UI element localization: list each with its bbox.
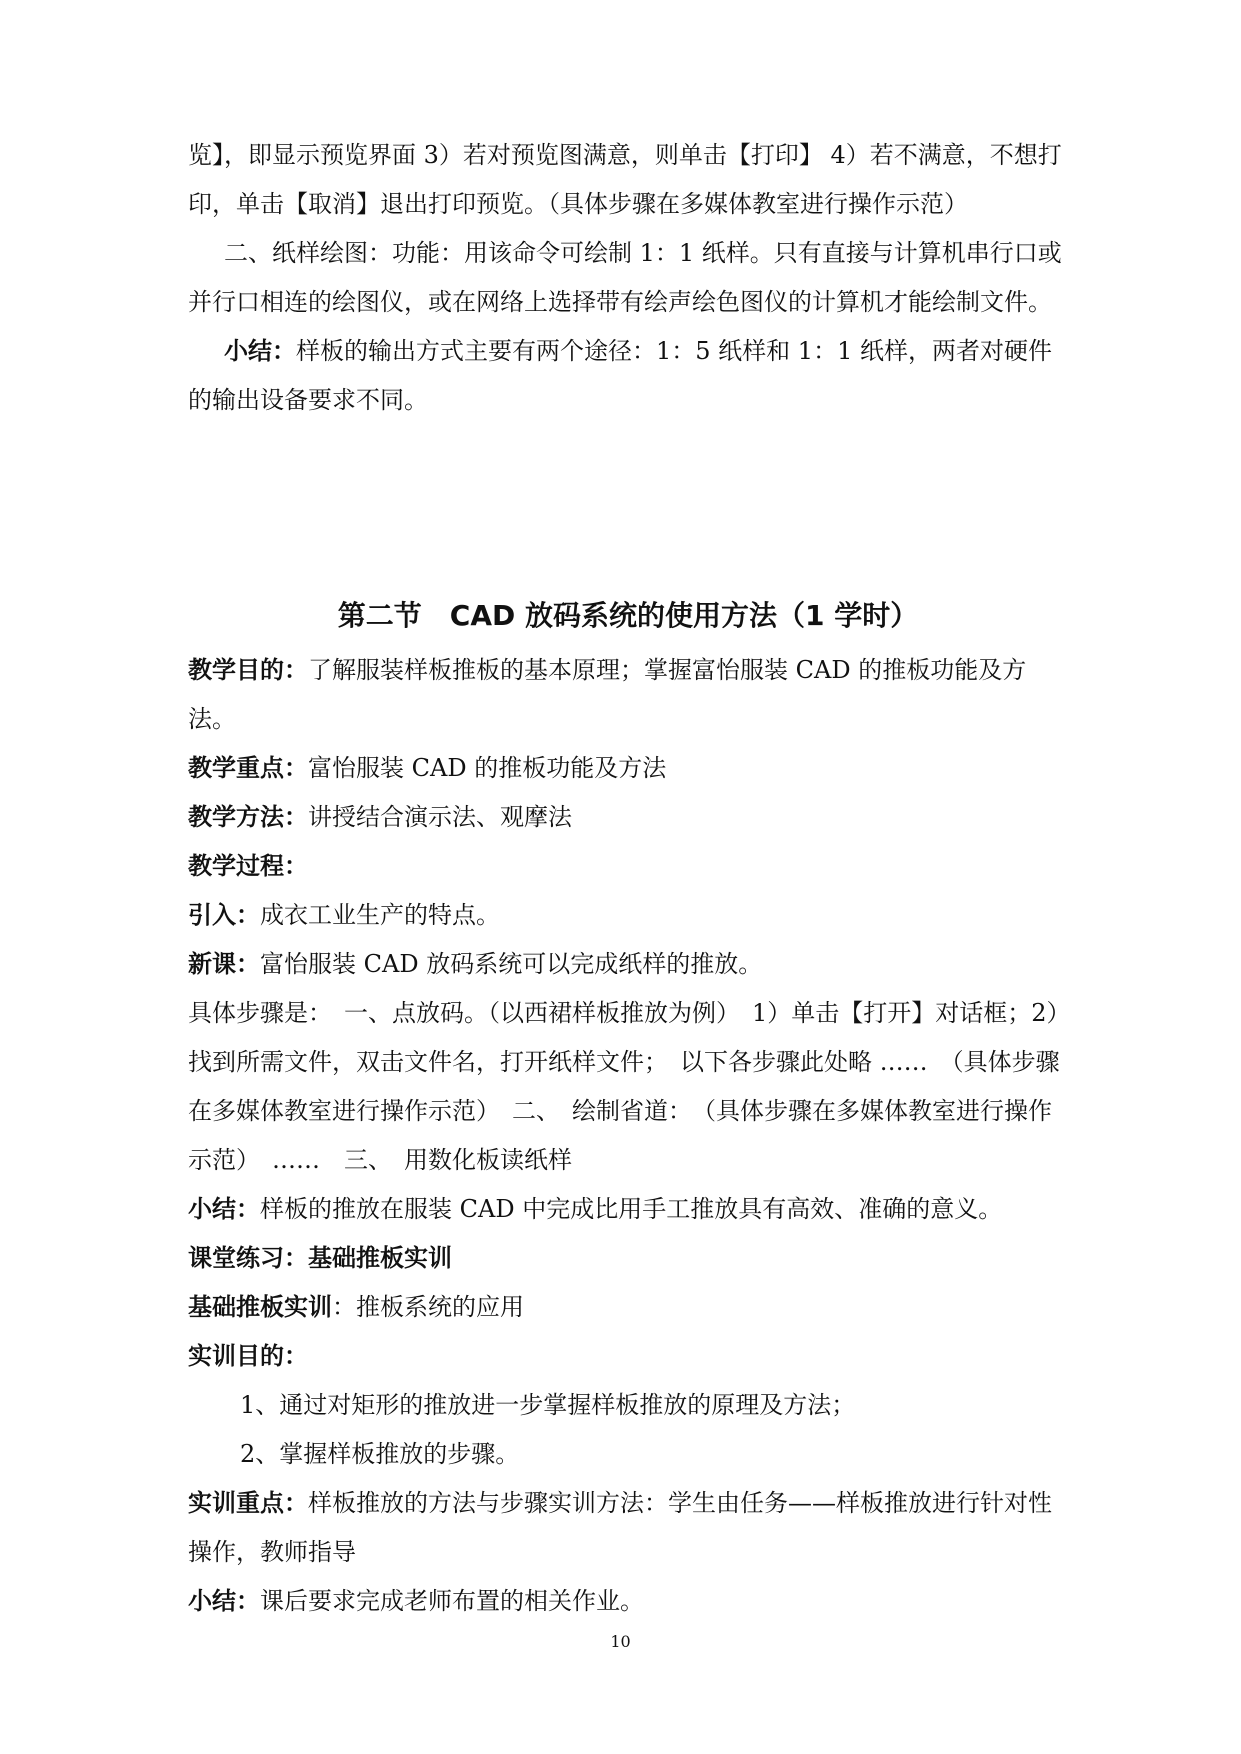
basic-training-label: 基础推板实训 — [188, 1293, 332, 1321]
paragraph-summary-output — [188, 327, 1068, 425]
summary-homework-text: 课后要求完成老师布置的相关作业。 — [260, 1587, 644, 1615]
teaching-method-label: 教学方法： — [188, 803, 308, 831]
teaching-method-text: 讲授结合演示法、观摩法 — [308, 803, 572, 831]
new-lesson — [188, 940, 1068, 989]
new-lesson-text: 富怡服装 CAD 放码系统可以完成纸样的推放。 — [260, 950, 763, 978]
summary-grading-label: 小结： — [188, 1195, 260, 1223]
new-lesson-label: 新课： — [188, 950, 260, 978]
teaching-goal — [188, 646, 1068, 744]
paragraph-print-preview: 览】，即显示预览界面 3）若对预览图满意，则单击【打印】 4）若不满意，不想打印，单击【取消】退出打印预览。（具体步骤在多媒体教室进行操作示范） — [188, 141, 1062, 218]
section-body — [188, 646, 1068, 1626]
intro-text: 成衣工业生产的特点。 — [260, 901, 500, 929]
intro — [188, 891, 1068, 940]
summary-label: 小结： — [224, 337, 296, 365]
page-number: 10 — [610, 1632, 631, 1651]
paragraph-paper-plotting: 二、纸样绘图：功能：用该命令可绘制 1：1 纸样。只有直接与计算机串行口或并行口相连的绘图仪，或在网络上选择带有绘声绘色图仪的计算机才能绘制文件。 — [188, 239, 1062, 316]
summary-grading — [188, 1185, 1068, 1234]
teaching-method — [188, 793, 1068, 842]
top-text — [188, 131, 1068, 425]
teaching-focus-label: 教学重点： — [188, 754, 308, 782]
summary-grading-text: 样板的推放在服装 CAD 中完成比用手工推放具有高效、准确的意义。 — [260, 1195, 1003, 1223]
training-focus-label: 实训重点： — [188, 1489, 308, 1517]
teaching-goal-text: 了解服装样板推板的基本原理；掌握富怡服装 CAD 的推板功能及方法。 — [188, 656, 1027, 733]
intro-label: 引入： — [188, 901, 260, 929]
training-focus — [188, 1479, 1068, 1577]
basic-training — [188, 1283, 1068, 1332]
training-focus-text: 样板推放的方法与步骤实训方法：学生由任务——样板推放进行针对性操作，教师指导 — [188, 1489, 1052, 1566]
steps-paragraph: 具体步骤是： 一、点放码。（以西裙样板推放为例） 1）单击【打开】对话框；2）找到所需文件，双击文件名，打开纸样文件； 以下各步骤此处略 …… （具体步骤在多媒体教室进行操作示范） 二、 绘制省道： （具体步骤在多媒体教室进行操作示范） …… 三、 用数化板读纸样 — [188, 999, 1060, 1174]
training-goal-item-2: 2、掌握样板推放的步骤。 — [240, 1440, 520, 1468]
training-goal-item-1: 1、通过对矩形的推放进一步掌握样板推放的原理及方法； — [240, 1391, 856, 1419]
summary-homework-label: 小结： — [188, 1587, 260, 1615]
section-title: 第二节 CAD 放码系统的使用方法（1 学时） — [337, 599, 919, 632]
teaching-goal-label: 教学目的： — [188, 656, 308, 684]
training-goal-label: 实训目的： — [188, 1342, 308, 1370]
teaching-process-label: 教学过程： — [188, 852, 308, 880]
class-practice-label: 课堂练习：基础推板实训 — [188, 1244, 452, 1272]
summary-homework — [188, 1577, 1068, 1626]
teaching-focus — [188, 744, 1068, 793]
teaching-focus-text: 富怡服装 CAD 的推板功能及方法 — [308, 754, 667, 782]
basic-training-text: ：推板系统的应用 — [332, 1293, 524, 1321]
summary-text: 样板的输出方式主要有两个途径：1：5 纸样和 1：1 纸样，两者对硬件的输出设备要求不同。 — [188, 337, 1052, 414]
